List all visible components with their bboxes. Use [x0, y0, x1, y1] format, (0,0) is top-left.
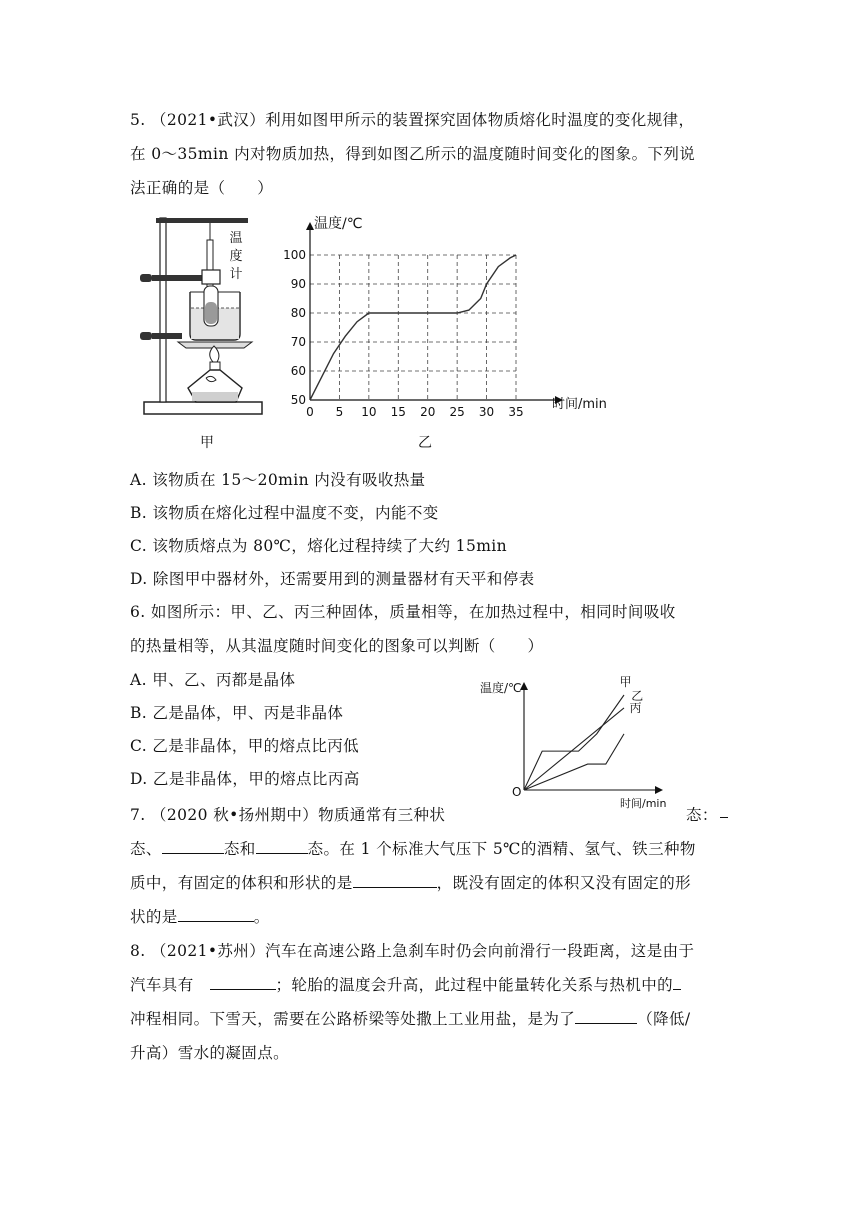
q8-line-1: 8. （2021•苏州）汽车在高速公路上急刹车时仍会向前滑行一段距离，这是由于 [130, 942, 695, 960]
stand-base [144, 402, 262, 414]
q8-text-c: ；轮胎的温度会升高，此过程中能量转化关系与热机中的 [275, 976, 674, 994]
q6-option-c: C. 乙是非晶体，甲的熔点比丙低 [130, 737, 360, 755]
thermometer-label-char: 温 [229, 231, 243, 246]
three-solids-graph [470, 672, 700, 812]
q7-blank-3[interactable] [256, 839, 308, 854]
stand-rod [160, 218, 166, 402]
q6-line-1: 6. 如图所示：甲、乙、丙三种固体，质量相等，在加热过程中，相同时间吸收 [130, 603, 676, 621]
series-label: 丙 [629, 701, 642, 715]
q7-text-g: ，既没有固定的体积又没有固定的形 [436, 874, 692, 892]
q8-line-4: 升高）雪水的凝固点。 [130, 1044, 290, 1062]
q6-line-2: 的热量相等，从其温度随时间变化的图象可以判断（ ） [130, 637, 544, 655]
q7-text-f: 质中，有固定的体积和形状的是 [130, 874, 353, 892]
y-tick-label: 50 [290, 393, 306, 407]
q5-line-1: 5. （2021•武汉）利用如图甲所示的装置探究固体物质熔化时温度的变化规律， [130, 111, 695, 129]
q5-option-d: D. 除图甲中器材外，还需要用到的测量器材有天平和停表 [130, 570, 535, 588]
x-tick-label: 30 [478, 405, 495, 419]
q5-option-c: C. 该物质熔点为 80℃，熔化过程持续了大约 15min [130, 537, 508, 555]
q6-option-d: D. 乙是非晶体，甲的熔点比丙高 [130, 770, 360, 788]
y-axis-arrow [306, 222, 314, 230]
origin-label: O [512, 785, 522, 799]
thermometer-label [228, 230, 244, 284]
q7-text-c: 态、 [130, 840, 162, 858]
thermometer-label-char: 计 [229, 267, 243, 282]
q7-text-a: 7. （2020 秋•扬州期中）物质通常有三种状 [130, 806, 446, 824]
q7-line-4 [130, 905, 270, 927]
x-axis-arrow [655, 786, 663, 794]
x-tick-label: 25 [449, 405, 465, 419]
q8-blank-3[interactable] [575, 1009, 637, 1024]
q8-text-d: 冲程相同。下雪天，需要在公路桥梁等处撒上工业用盐，是为了 [130, 1010, 576, 1028]
series-line [524, 708, 624, 790]
q7-blank-2[interactable] [162, 839, 224, 854]
q8-blank-2[interactable] [673, 975, 681, 990]
q7-text-i: 。 [253, 908, 270, 926]
y-axis-label: 温度/℃ [314, 216, 363, 232]
q8-text-e: （降低/ [637, 1010, 691, 1028]
q6-option-a: A. 甲、乙、丙都是晶体 [130, 671, 296, 689]
q8-blank-1[interactable] [210, 975, 276, 990]
apparatus-figure [140, 212, 265, 422]
q5-option-b: B. 该物质在熔化过程中温度不变，内能不变 [130, 504, 439, 522]
temperature-time-graph [270, 210, 610, 435]
x-tick-label: 10 [361, 405, 377, 419]
series-line [524, 695, 624, 790]
q7-blank-1[interactable] [720, 803, 728, 818]
thermometer-label-char: 度 [229, 249, 243, 264]
q7-text-d: 态和 [223, 840, 256, 858]
q6-option-b: B. 乙是晶体，甲、丙是非晶体 [130, 704, 344, 722]
graph-caption: 乙 [418, 435, 432, 451]
q7-line-3 [130, 871, 691, 893]
q7-text-b: 态： [686, 806, 718, 824]
q7-line-1 [130, 803, 730, 825]
q5-option-a: A. 该物质在 15～20min 内没有吸收热量 [130, 471, 426, 489]
series-label: 甲 [619, 675, 632, 689]
q8-line-3 [130, 1007, 691, 1029]
y-tick-label: 90 [290, 277, 306, 291]
q7-blank-4[interactable] [353, 873, 437, 888]
lower-clamp [140, 332, 152, 340]
upper-clamp [140, 274, 152, 282]
q5-line-3: 法正确的是（ ） [130, 179, 274, 197]
y-tick-label: 100 [283, 248, 306, 262]
x-tick-label: 35 [508, 405, 524, 419]
q7-text-e: 态。在 1 个标准大气压下 5℃的酒精、氢气、铁三种物 [307, 840, 696, 858]
x-axis-label: 时间/min [552, 397, 607, 412]
y-tick-label: 70 [290, 335, 306, 349]
x-tick-label: 0 [306, 405, 314, 419]
q8-line-2 [130, 973, 681, 995]
apparatus-caption: 甲 [200, 435, 214, 451]
x-tick-label: 15 [390, 405, 406, 419]
x-axis-label: 时间/min [620, 797, 667, 810]
q7-blank-5[interactable] [178, 907, 254, 922]
x-tick-label: 20 [420, 405, 436, 419]
temperature-curve [310, 255, 516, 400]
series-label: 乙 [631, 689, 644, 703]
q7-line-2 [130, 837, 696, 859]
x-tick-label: 5 [335, 405, 344, 419]
q5-line-2: 在 0～35min 内对物质加热，得到如图乙所示的温度随时间变化的图象。下列说 [130, 145, 696, 163]
y-tick-label: 60 [290, 364, 306, 378]
series-line [524, 734, 624, 790]
q7-text-h: 状的是 [130, 908, 178, 926]
q8-text-b: 汽车具有 [130, 976, 210, 994]
top-bar [156, 218, 248, 223]
y-tick-label: 80 [290, 306, 306, 320]
y-axis-label: 温度/℃ [480, 681, 522, 695]
